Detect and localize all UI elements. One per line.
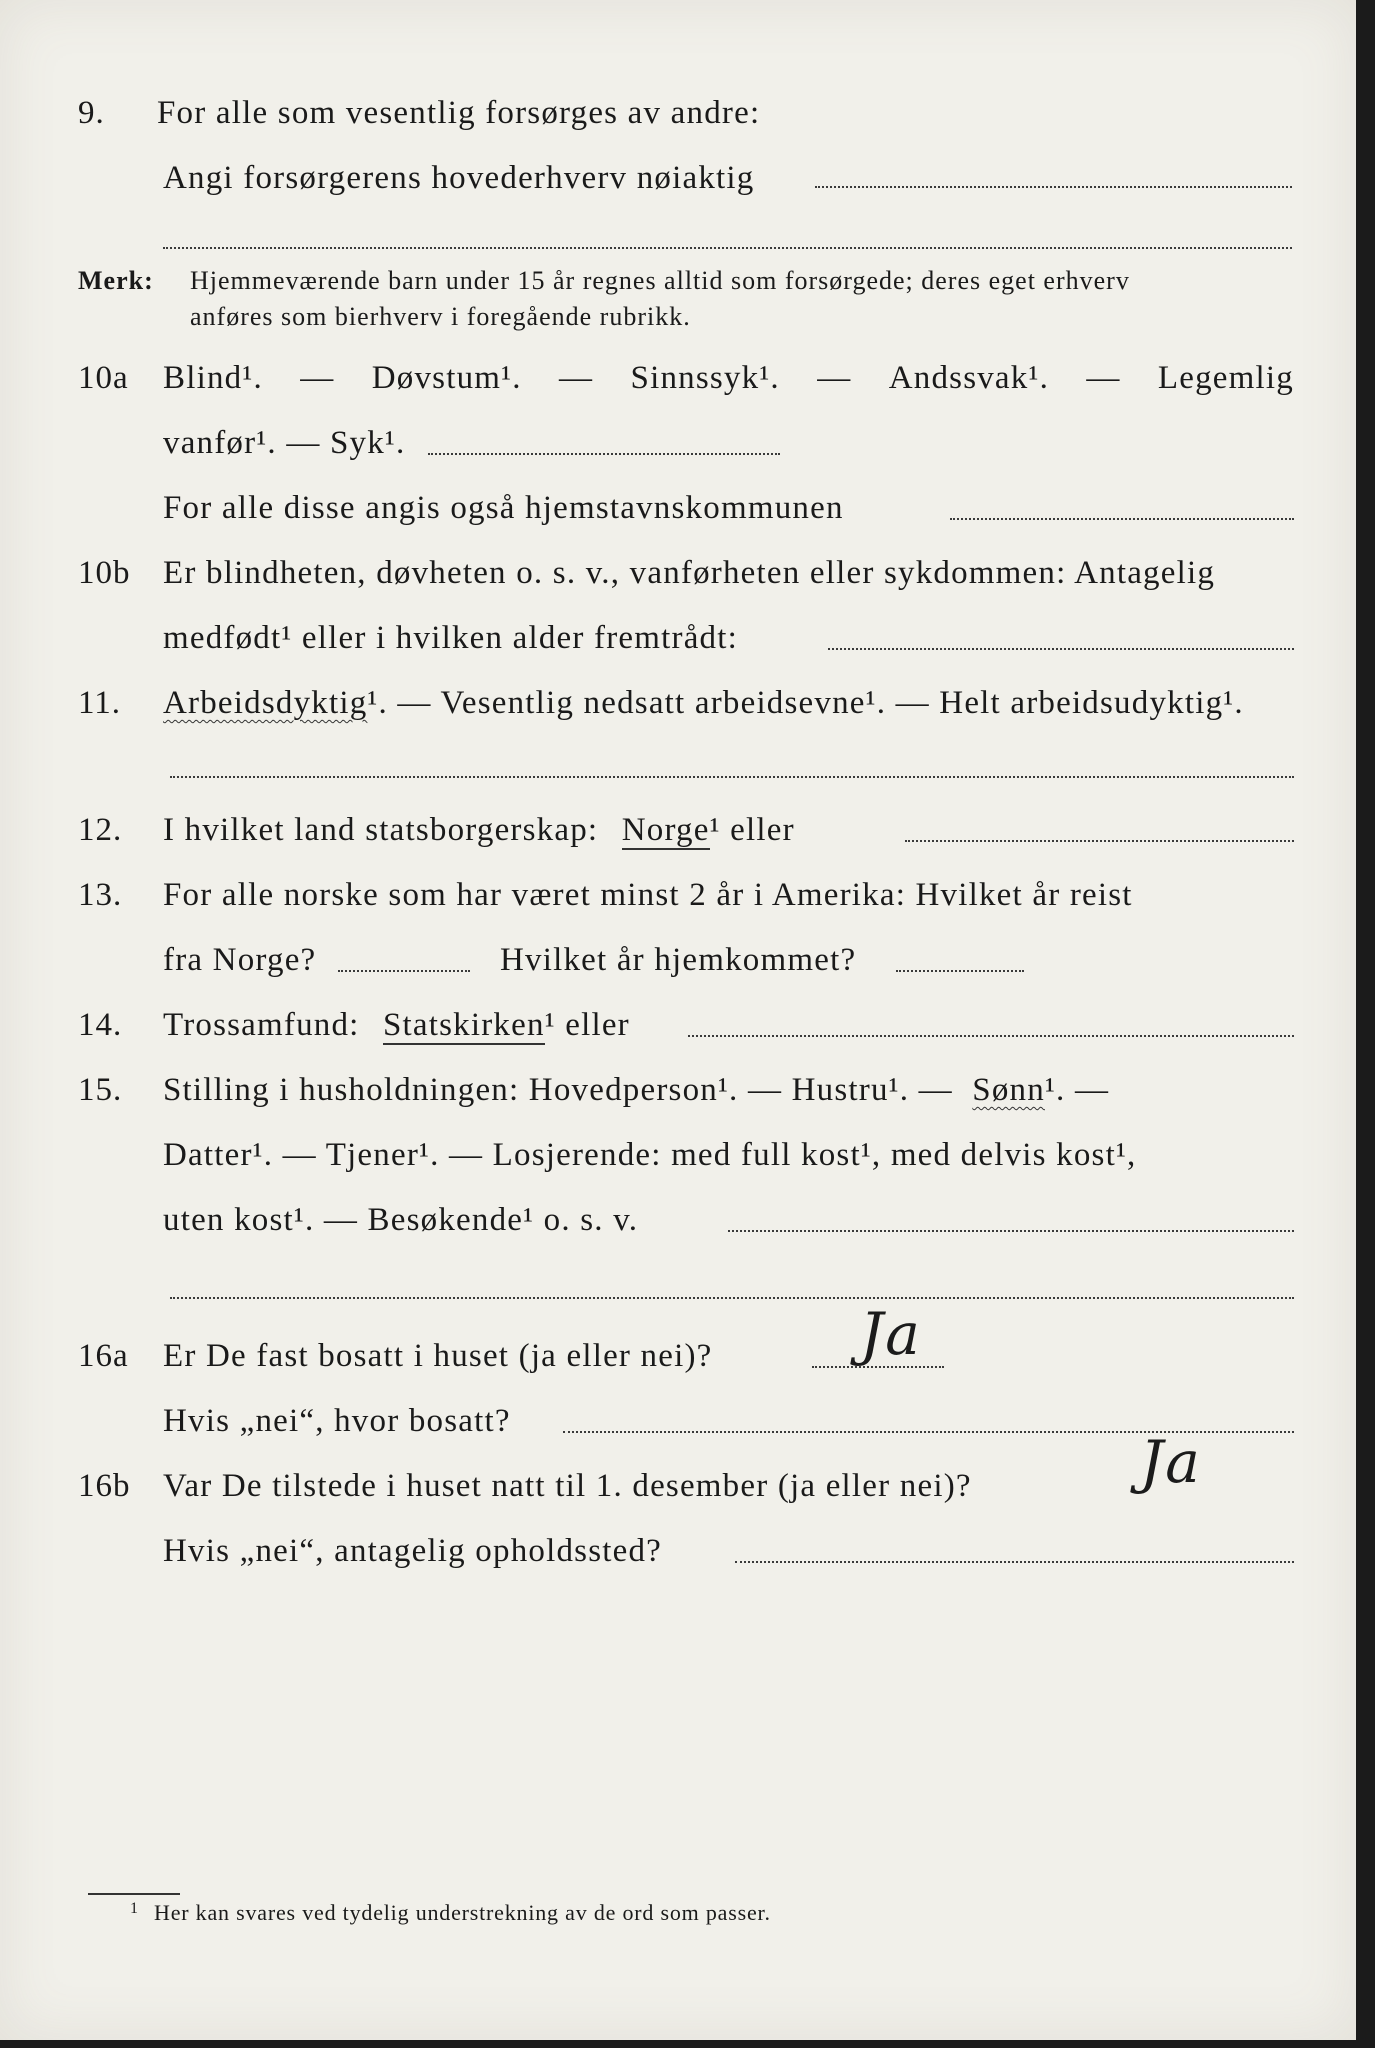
question-text: fra Norge? — [163, 942, 317, 978]
option-sonn[interactable]: Sønn — [972, 1072, 1045, 1108]
question-10b — [0, 555, 1356, 615]
question-15 — [0, 1072, 1356, 1132]
question-text: Er blindheten, døvheten o. s. v., vanførheten eller sykdommen: Antagelig — [163, 555, 1216, 591]
question-10b-line2 — [0, 620, 1356, 680]
question-10a-line2 — [0, 425, 1356, 485]
answer-line[interactable] — [735, 1561, 1294, 1563]
option-norge[interactable]: Norge — [621, 812, 710, 848]
question-text: uten kost¹. — Besøkende¹ o. s. v. — [163, 1202, 639, 1238]
answer-line-reist[interactable] — [338, 970, 470, 972]
question-number: 16a — [78, 1338, 129, 1374]
question-prompt: I hvilket land statsborgerskap: — [163, 812, 599, 848]
question-15-line2 — [0, 1137, 1356, 1197]
question-number: 10a — [78, 360, 129, 396]
option-blind[interactable]: Blind¹. — [163, 360, 263, 396]
question-10a-line3 — [0, 490, 1356, 550]
dash: — — [559, 360, 594, 396]
question-text — [163, 812, 795, 849]
question-9-line2 — [0, 160, 1356, 220]
question-number: 13. — [78, 877, 123, 913]
question-text — [163, 685, 1244, 722]
question-text: For alle norske som har været minst 2 år i Amerika: Hvilket år reist — [163, 877, 1133, 913]
question-suffix: ¹. — — [1044, 1072, 1110, 1108]
question-text: medfødt¹ eller i hvilken alder fremtrådt: — [163, 620, 738, 656]
question-9 — [0, 95, 1356, 155]
footnote-mark: 1 — [130, 1900, 139, 1917]
handwritten-answer-16a[interactable]: Ja — [860, 1300, 922, 1368]
answer-line[interactable] — [170, 776, 1294, 778]
question-text: vanfør¹. — Syk¹. — [163, 425, 406, 461]
footnote — [132, 1900, 771, 1926]
question-text: Datter¹. — Tjener¹. — Losjerende: med full kost¹, med delvis kost¹, — [163, 1137, 1137, 1173]
handwritten-answer-16b[interactable]: Ja — [1140, 1428, 1202, 1496]
answer-line[interactable] — [428, 453, 780, 455]
question-suffix: ¹ eller — [709, 812, 795, 848]
question-11 — [0, 685, 1356, 745]
question-10a — [0, 360, 1356, 420]
option-arbeidsdyktig[interactable]: Arbeidsdyktig — [163, 685, 368, 721]
question-12 — [0, 812, 1356, 872]
answer-line[interactable] — [905, 840, 1294, 842]
answer-line[interactable] — [828, 648, 1294, 650]
question-16b-line2 — [0, 1533, 1356, 1593]
answer-line[interactable] — [950, 518, 1294, 520]
question-number: 9. — [78, 95, 105, 131]
question-15-line3 — [0, 1202, 1356, 1262]
dash: — — [817, 360, 852, 396]
note-text: anføres som bierhverv i foregående rubrikk. — [190, 302, 691, 331]
question-16a — [0, 1338, 1356, 1398]
question-suffix: ¹ eller — [544, 1007, 630, 1043]
note-label: Merk: — [78, 266, 154, 295]
question-text: Hvis „nei“, antagelig opholdssted? — [163, 1533, 663, 1569]
option-dovstum[interactable]: Døvstum¹. — [371, 360, 522, 396]
question-prompt: Stilling i husholdningen: Hovedperson¹. — Hustru¹. — — [163, 1072, 953, 1108]
question-13 — [0, 877, 1356, 937]
question-options-rest: ¹. — Vesentlig nedsatt arbeidsevne¹. — Helt arbeidsudyktig¹. — [367, 685, 1244, 721]
question-text: Var De tilstede i huset natt til 1. desember (ja eller nei)? — [163, 1468, 972, 1504]
question-number: 15. — [78, 1072, 123, 1108]
footnote-text: Her kan svares ved tydelig understrekning av de ord som passer. — [154, 1900, 771, 1925]
dash: — — [1086, 360, 1121, 396]
question-number: 16b — [78, 1468, 131, 1504]
option-legemlig[interactable]: Legemlig — [1157, 360, 1294, 396]
question-number: 10b — [78, 555, 131, 591]
option-andssvak[interactable]: Andssvak¹. — [888, 360, 1050, 396]
question-text — [163, 1007, 630, 1044]
dash: — — [300, 360, 335, 396]
question-text: Er De fast bosatt i huset (ja eller nei)? — [163, 1338, 713, 1374]
question-13-line2 — [0, 942, 1356, 1002]
question-number: 14. — [78, 1007, 123, 1043]
option-sinnssyk[interactable]: Sinnssyk¹. — [630, 360, 780, 396]
question-prompt: Trossamfund: — [163, 1007, 360, 1043]
footnote-rule — [88, 1893, 180, 1895]
note-text: Hjemmeværende barn under 15 år regnes alltid som forsørgede; deres eget erhverv — [190, 266, 1130, 295]
option-statskirken[interactable]: Statskirken — [383, 1007, 545, 1043]
answer-line-hjemkommet[interactable] — [896, 970, 1024, 972]
question-text: Hvis „nei“, hvor bosatt? — [163, 1403, 511, 1439]
question-number: 11. — [78, 685, 122, 721]
question-text: For alle disse angis også hjemstavnskommunen — [163, 490, 844, 526]
question-text: Hvilket år hjemkommet? — [500, 942, 857, 978]
question-text — [163, 1072, 1109, 1109]
answer-line[interactable] — [688, 1035, 1294, 1037]
question-text: For alle som vesentlig forsørges av andre: — [157, 95, 761, 131]
question-number: 12. — [78, 812, 123, 848]
answer-line[interactable] — [728, 1230, 1294, 1232]
question-options — [163, 360, 1294, 397]
question-14 — [0, 1007, 1356, 1067]
answer-line[interactable] — [170, 1297, 1294, 1299]
answer-line[interactable] — [815, 186, 1292, 188]
answer-line[interactable] — [163, 247, 1292, 249]
question-text: Angi forsørgerens hovederhverv nøiaktig — [163, 160, 755, 196]
